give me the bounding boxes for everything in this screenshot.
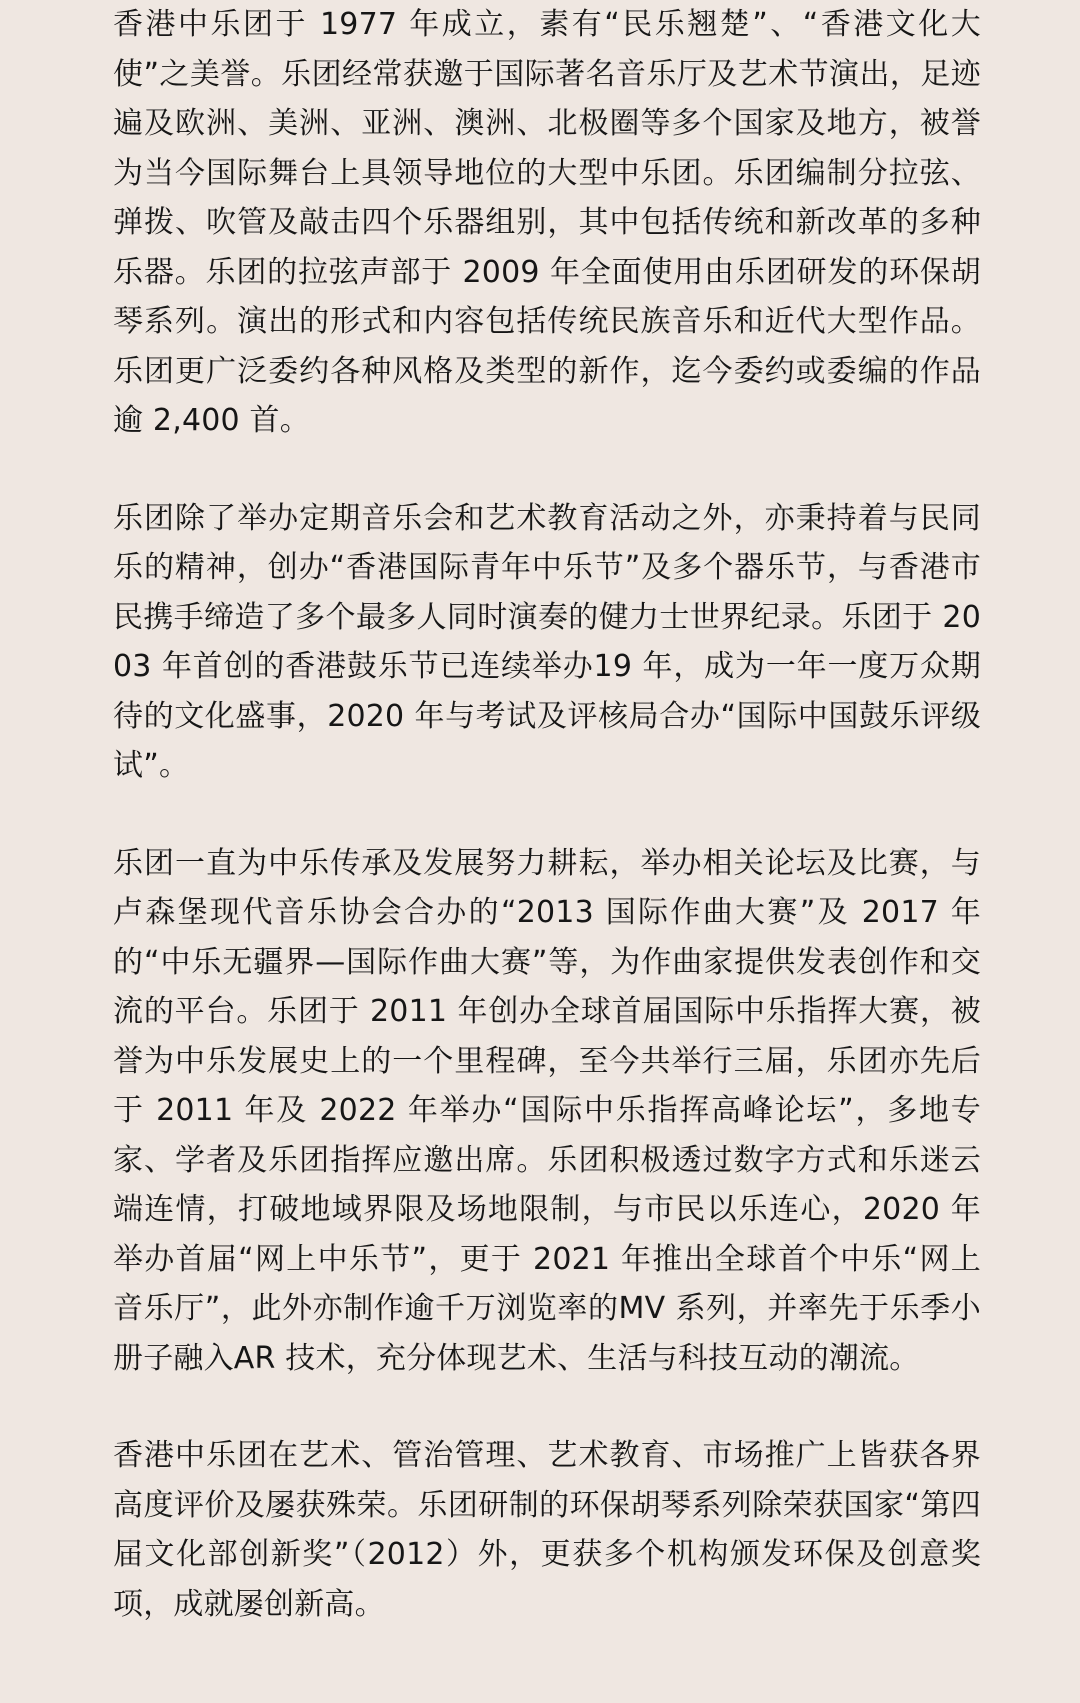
article-body: [113, 0, 981, 1629]
paragraph-history: 香港中乐团于 1977 年成立，素有“民乐翘楚”、“香港文化大使”之美誉。乐团经常获邀于国际著名音乐厅及艺术节演出，足迹遍及欧洲、美洲、亚洲、澳洲、北极圈等多个国家及地方，被誉为当今国际舞台上具领导地位的大型中乐团。乐团编制分拉弦、弹拨、吹管及敲击四个乐器组别，其中包括传统和新改革的多种乐器。乐团的拉弦声部于 2009 年全面使用由乐团研发的环保胡琴系列。演出的形式和内容包括传统民族音乐和近代大型作品。乐团更广泛委约各种风格及类型的新作，迄今委约或委编的作品逾 2,400 首。: [113, 7, 981, 438]
paragraph-development: 乐团一直为中乐传承及发展努力耕耘，举办相关论坛及比赛，与卢森堡现代音乐协会合办的“2013 国际作曲大赛”及 2017 年的“中乐无疆界—国际作曲大赛”等，为作曲家提供发表创作和交流的平台。乐团于 2011 年创办全球首届国际中乐指挥大赛，被誉为中乐发展史上的一个里程碑，至今共举行三届，乐团亦先后于 2011 年及 2022 年举办“国际中乐指挥高峰论坛”，多地专家、学者及乐团指挥应邀出席。乐团积极透过数字方式和乐迷云端连情，打破地域界限及场地限制，与市民以乐连心，2020 年举办首届“网上中乐节”，更于 2021 年推出全球首个中乐“网上音乐厅”，此外亦制作逾千万浏览率的MV 系列，并率先于乐季小册子融入AR 技术，充分体现艺术、生活与科技互动的潮流。: [113, 845, 981, 1376]
paragraph-festivals: 乐团除了举办定期音乐会和艺术教育活动之外，亦秉持着与民同乐的精神，创办“香港国际青年中乐节”及多个器乐节，与香港市民携手缔造了多个最多人同时演奏的健力士世界纪录。乐团于 2003 年首创的香港鼓乐节已连续举办19 年，成为一年一度万众期待的文化盛事，2020 年与考试及评核局合办“国际中国鼓乐评级试”。: [113, 500, 981, 783]
paragraph-awards: 香港中乐团在艺术、管治管理、艺术教育、市场推广上皆获各界高度评价及屡获殊荣。乐团研制的环保胡琴系列除荣获国家“第四届文化部创新奖”（2012）外，更获多个机构颁发环保及创意奖项，成就屡创新高。: [113, 1438, 981, 1622]
